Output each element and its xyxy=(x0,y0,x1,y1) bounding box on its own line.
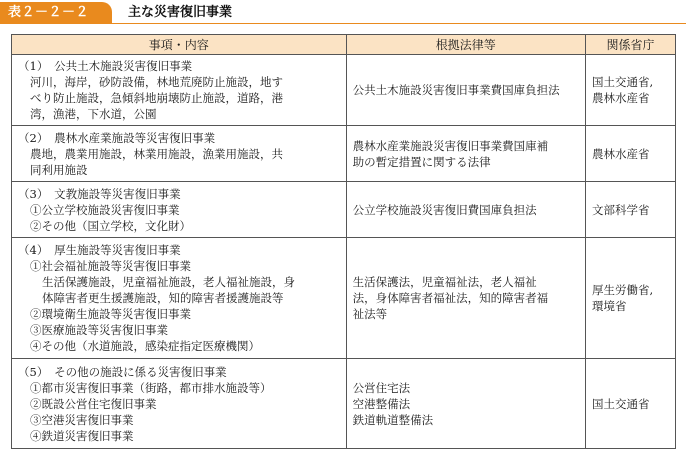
column-header-content: 事項・内容 xyxy=(12,35,347,55)
header-divider xyxy=(0,23,686,24)
content-cell xyxy=(12,359,347,449)
content-line: ①社会福祉施設等災害復旧事業 xyxy=(30,259,191,273)
content-line: ③医療施設等災害復旧事業 xyxy=(30,323,168,337)
content-line: ①都市災害復旧事業（街路，都市排水施設等） xyxy=(30,380,272,395)
law-cell xyxy=(346,238,585,359)
table-header xyxy=(0,0,686,24)
law-line: 法，身体障害者福祉法，知的障害者福 xyxy=(352,291,549,305)
content-line: 湾，漁港，下水道，公園 xyxy=(30,107,157,121)
content-line: 生活保護施設，児童福祉施設，老人福祉施設，身 xyxy=(42,275,295,289)
law-cell xyxy=(346,126,585,182)
ministry-line: 国土交通省, xyxy=(591,75,654,89)
table-row xyxy=(12,182,676,238)
law-line: 公立学校施設災害復旧費国庫負担法 xyxy=(352,202,537,217)
content-line: 河川，海岸，砂防設備，林地荒廃防止施設，地す xyxy=(30,75,283,89)
law-line: 公営住宅法 xyxy=(352,380,411,395)
law-line: 助の暫定措置に関する法律 xyxy=(352,154,491,169)
content-line: 体障害者更生援護施設，知的障害者援護施設等 xyxy=(42,291,284,305)
content-cell xyxy=(12,238,347,359)
disaster-recovery-table xyxy=(11,34,676,449)
table-row xyxy=(12,55,676,126)
content-line: ②その他（国立学校，文化財） xyxy=(30,218,191,233)
ministry-line: 農林水産省 xyxy=(591,91,650,105)
ministry-line: 環境省 xyxy=(591,299,627,313)
law-line: 生活保護法，児童福祉法，老人福祉 xyxy=(352,275,537,289)
ministry-cell xyxy=(585,126,675,182)
ministry-line: 文部科学省 xyxy=(591,202,650,217)
content-line: ④その他（水道施設，感染症指定医療機関） xyxy=(30,339,260,353)
ministry-line: 国土交通省 xyxy=(591,396,650,411)
content-cell xyxy=(12,182,347,238)
column-header-law: 根拠法律等 xyxy=(346,35,585,55)
content-line: ②既設公営住宅復旧事業 xyxy=(30,396,157,411)
table-title: 主な災害復旧事業 xyxy=(128,5,233,20)
content-cell xyxy=(12,55,347,126)
ministry-cell xyxy=(585,359,675,449)
ministry-line: 農林水産省 xyxy=(591,146,650,161)
ministry-line: 厚生労働省, xyxy=(591,283,654,297)
table-header-row xyxy=(12,35,676,55)
law-line: 空港整備法 xyxy=(352,396,411,411)
law-cell xyxy=(346,55,585,126)
content-line: （5） その他の施設に係る災害復旧事業 xyxy=(18,364,227,379)
content-line: 同利用施設 xyxy=(30,162,88,177)
law-line: 公共土木施設災害復旧事業費国庫負担法 xyxy=(352,83,560,97)
ministry-cell xyxy=(585,182,675,238)
table-row xyxy=(12,126,676,182)
content-line: （2） 農林水産業施設等災害復旧事業 xyxy=(18,130,216,145)
law-cell xyxy=(346,182,585,238)
table-row xyxy=(12,359,676,449)
law-cell xyxy=(346,359,585,449)
content-line: （4） 厚生施設等災害復旧事業 xyxy=(18,243,181,257)
table-row xyxy=(12,238,676,359)
content-line: ①公立学校施設災害復旧事業 xyxy=(30,202,180,217)
content-line: ④鉄道災害復旧事業 xyxy=(30,428,134,443)
content-line: ③空港災害復旧事業 xyxy=(30,412,134,427)
law-line: 祉法等 xyxy=(352,307,388,321)
content-line: （3） 文教施設等災害復旧事業 xyxy=(18,186,181,201)
law-line: 鉄道軌道整備法 xyxy=(352,412,434,427)
ministry-cell xyxy=(585,55,675,126)
table-number-tab: 表２－２－２ xyxy=(0,2,112,23)
content-line: （1） 公共土木施設災害復旧事業 xyxy=(18,59,193,73)
law-line: 農林水産業施設災害復旧事業費国庫補 xyxy=(352,138,549,153)
content-cell xyxy=(12,126,347,182)
ministry-cell xyxy=(585,238,675,359)
content-line: 農地，農業用施設，林業用施設，漁業用施設，共 xyxy=(30,146,283,161)
column-header-ministry: 関係省庁 xyxy=(585,35,675,55)
content-line: べり防止施設，急傾斜地崩壊防止施設，道路，港 xyxy=(30,91,283,105)
content-line: ②環境衛生施設等災害復旧事業 xyxy=(30,307,191,321)
